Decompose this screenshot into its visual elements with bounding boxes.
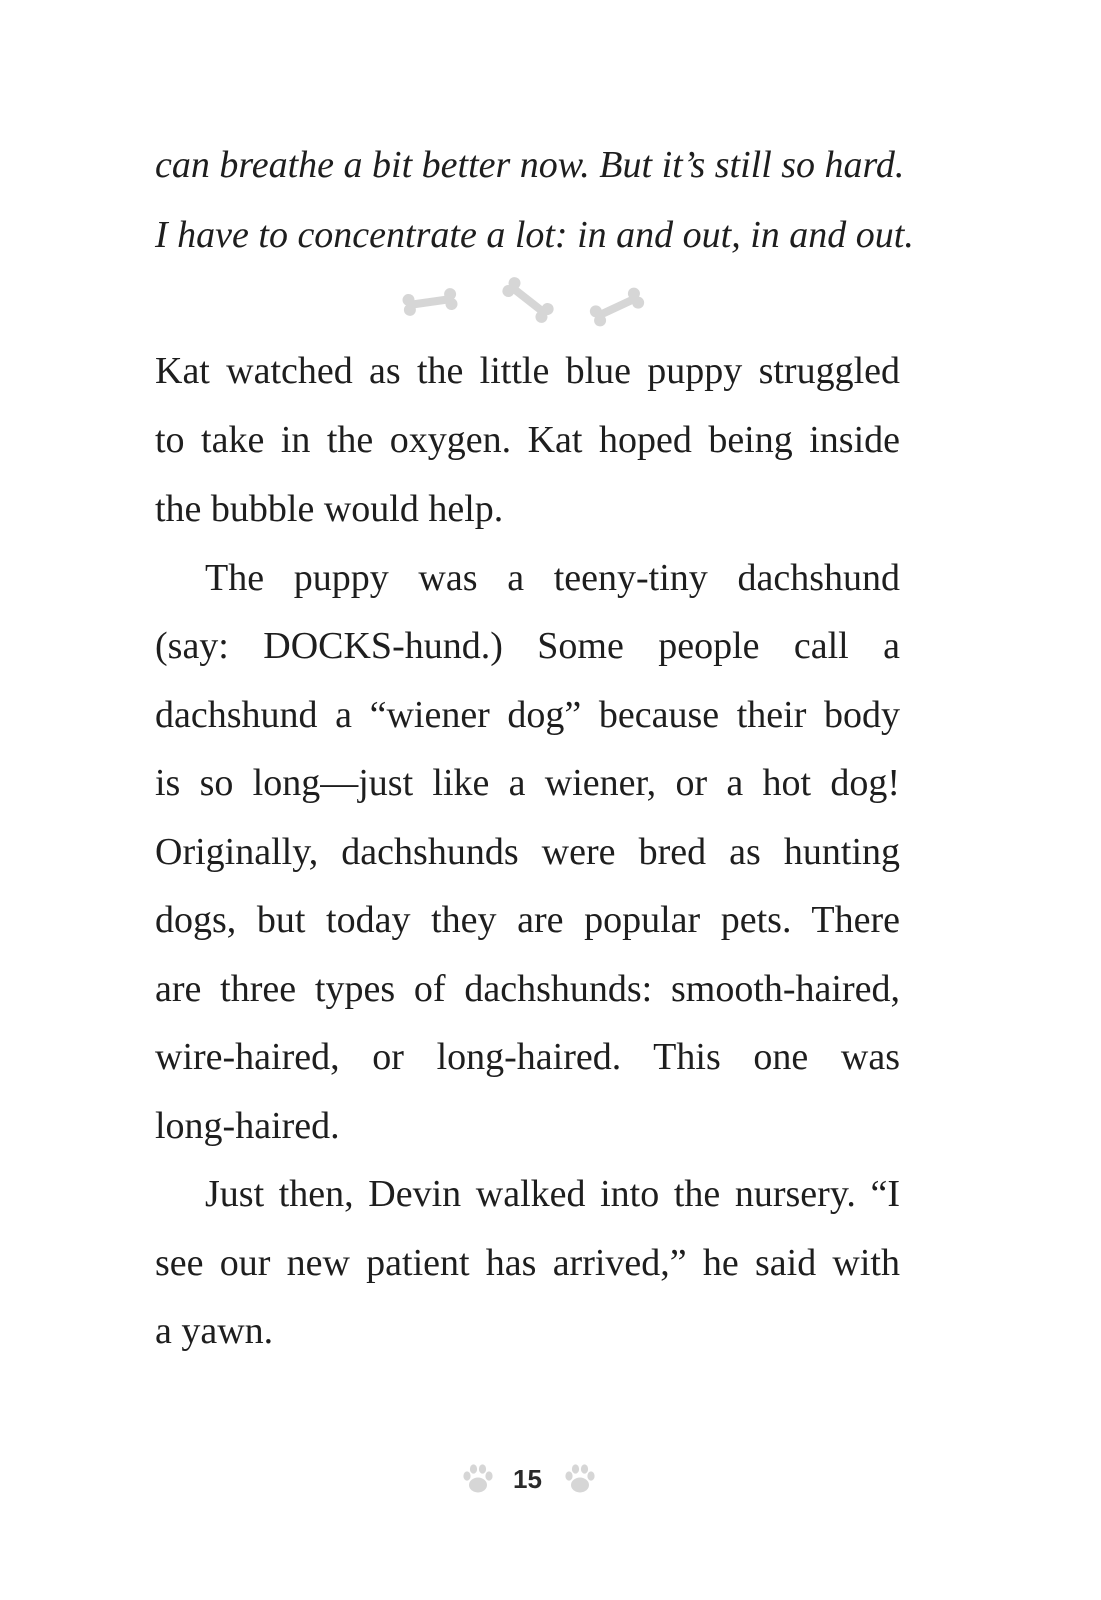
italic-line-1: can breathe a bit better now. But it’s still so hard. [155, 144, 905, 186]
body-line-13: Just then, Devin walked into the nursery. “I [205, 1173, 900, 1215]
body-line-10: are three types of dachshunds: smooth-haired, [155, 968, 900, 1010]
body-line-14: see our new patient has arrived,” he said with [155, 1242, 900, 1284]
body-line-12: long-haired. [155, 1105, 340, 1147]
body-line-6: dachshund a “wiener dog” because their body [155, 694, 900, 736]
body-line-9: dogs, but today they are popular pets. There [155, 899, 900, 941]
dog-bone-icon [402, 287, 459, 316]
page-footer [450, 1457, 605, 1501]
paw-print-icon [562, 1461, 598, 1497]
page-number: 15 [513, 1464, 542, 1494]
body-line-15: a yawn. [155, 1310, 274, 1352]
body-line-4: The puppy was a teeny-tiny dachshund [205, 557, 900, 599]
body-line-7: is so long—just like a wiener, or a hot dog! [155, 762, 900, 804]
italic-line-2: I have to concentrate a lot: in and out, in and out. [155, 214, 914, 256]
dog-bone-icon [500, 275, 556, 325]
body-line-11: wire-haired, or long-haired. This one was [155, 1036, 900, 1078]
bone-divider [395, 275, 655, 335]
body-line-5: (say: DOCKS-hund.) Some people call a [155, 625, 900, 667]
body-line-1: Kat watched as the little blue puppy struggled [155, 350, 900, 392]
body-line-8: Originally, dachshunds were bred as hunting [155, 831, 900, 873]
body-line-2: to take in the oxygen. Kat hoped being inside [155, 419, 900, 461]
dog-bone-icon [588, 286, 646, 329]
body-line-3: the bubble would help. [155, 488, 504, 530]
